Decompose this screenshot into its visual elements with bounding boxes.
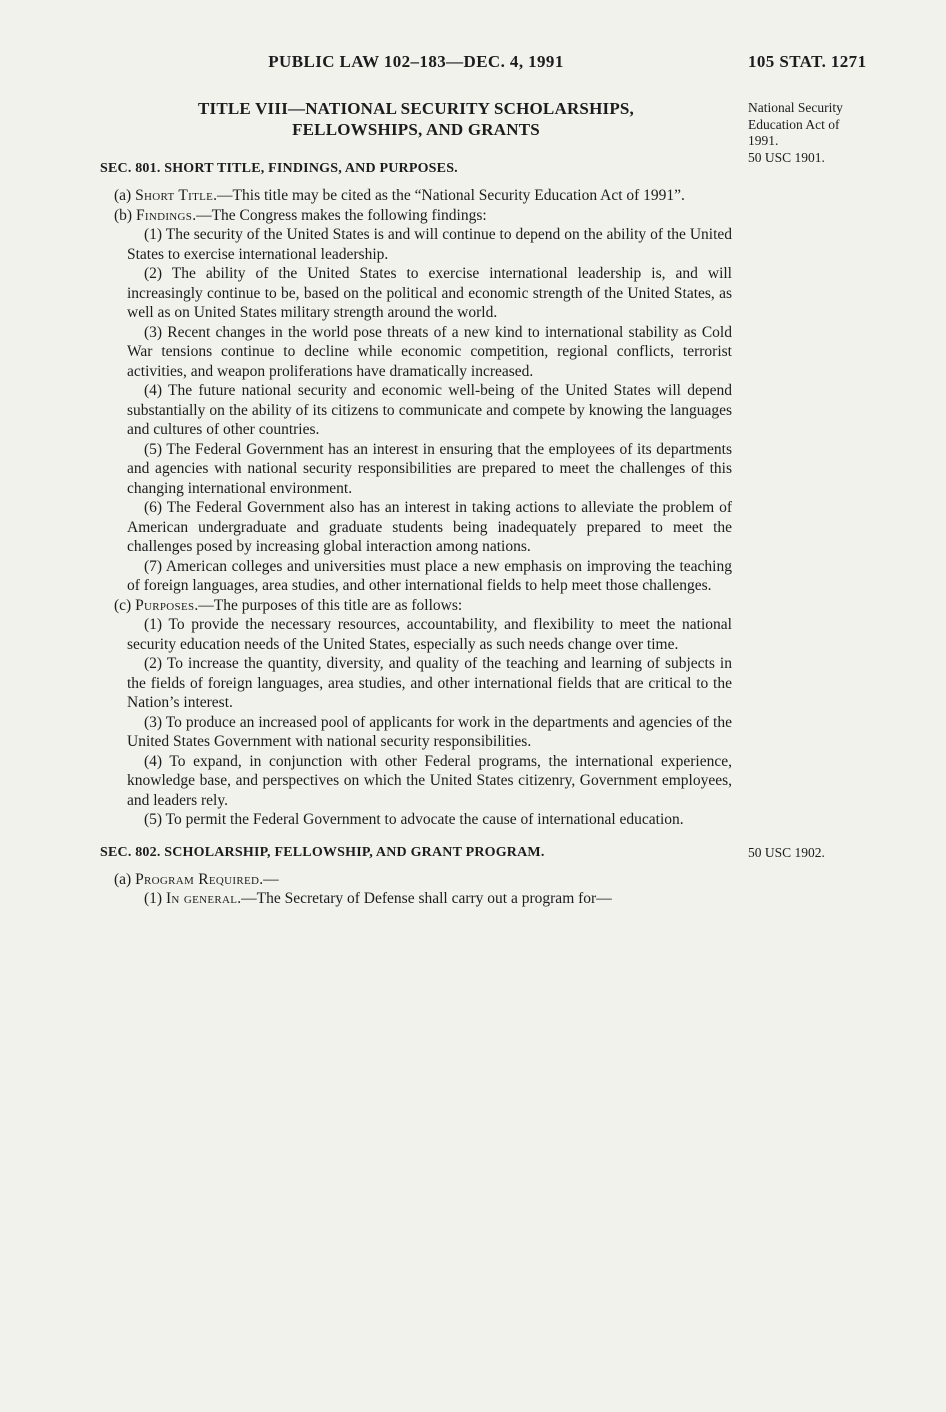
subsection-802a-text: .— [259, 870, 279, 888]
paragraph-802a1 [127, 889, 732, 909]
subsection-801a-prefix: (a) [114, 187, 136, 204]
title-section [100, 98, 843, 165]
paragraph-802a1-label: In general [165, 890, 238, 907]
subsection-801c-label: Purposes [135, 596, 195, 614]
finding-4: (4) The future national security and economic well-being of the United States will depend substantially on the ability of its citizens to communicate and compete by knowing the languages and cultures of other countries. [127, 382, 732, 438]
main-text-column [100, 98, 843, 909]
stat-page-number: 105 STAT. 1271 [748, 52, 867, 71]
sec-802-heading-text: SEC. 802. SCHOLARSHIP, FELLOWSHIP, AND GRANT PROGRAM. [100, 844, 545, 860]
finding-2: (2) The ability of the United States to exercise international leadership is, and will increasingly continue to be, based on the political and economic strength of the United States, as well as on United States military strength around the world. [127, 265, 732, 321]
running-head-law: PUBLIC LAW 102–183—DEC. 4, 1991 [268, 52, 564, 71]
subsection-801b-label: Findings [135, 206, 193, 224]
title-viii-heading [100, 98, 732, 140]
subsection-801a-text: .—This title may be cited as the “National Security Education Act of 1991”. [213, 187, 685, 204]
subsection-802a-prefix: (a) [114, 870, 136, 888]
subsection-801b-prefix: (b) [114, 206, 136, 224]
margin-note-act [748, 100, 860, 166]
subsection-802a [100, 870, 732, 890]
purpose-3: (3) To produce an increased pool of applicants for work in the departments and agencies of the United States Government with national security responsibilities. [127, 713, 732, 750]
subsection-801a [100, 186, 732, 206]
purpose-1: (1) To provide the necessary resources, accountability, and flexibility to meet the national security education needs of the United States, especially as such needs change over time. [127, 616, 732, 653]
finding-3: (3) Recent changes in the world pose threats of a new kind to international stability as Cold War tensions continue to decline while economic competition, regional conflicts, terrorist activities, and weapon proliferations have dramatically increased. [127, 323, 732, 380]
finding-6: (6) The Federal Government also has an interest in taking actions to alleviate the problem of American undergraduate and graduate students being inadequately prepared to meet the challenges posed by increasing global interaction among nations. [127, 499, 732, 555]
finding-5: (5) The Federal Government has an interest in ensuring that the employees of its departments and agencies with national security responsibilities are prepared to meet the challenges of this changing international environment. [127, 440, 732, 497]
title-line-1: TITLE VIII—NATIONAL SECURITY SCHOLARSHIPS, [197, 99, 635, 118]
finding-1: (1) The security of the United States is and will continue to depend on the ability of the United States to exercise international leadership. [127, 226, 732, 263]
subsection-802a-label: Program Required [135, 870, 260, 888]
purpose-5: (5) To permit the Federal Government to advocate the cause of international education. [144, 811, 684, 828]
subsection-801b [100, 206, 732, 226]
sec-802-heading [100, 844, 825, 862]
paragraph-802a1-text: .—The Secretary of Defense shall carry out a program for— [237, 890, 612, 907]
sec-801-heading: SEC. 801. SHORT TITLE, FINDINGS, AND PURPOSES. [100, 161, 458, 176]
margin-note-usc-1902: 50 USC 1902. [748, 844, 825, 860]
margin-note-usc-1901: 50 USC 1901. [748, 149, 825, 165]
subsection-801c [100, 596, 732, 616]
subsection-801a-label: Short Title [135, 187, 214, 204]
page-header [100, 52, 867, 72]
finding-7: (7) American colleges and universities must place a new emphasis on improving the teaching of foreign languages, area studies, and other international fields to help meet those challenges. [127, 557, 732, 594]
paragraph-802a1-prefix: (1) [144, 890, 166, 907]
subsection-801c-prefix: (c) [114, 596, 136, 614]
subsection-801b-text: .—The Congress makes the following findings: [192, 206, 487, 224]
title-line-2: FELLOWSHIPS, AND GRANTS [292, 120, 540, 139]
purpose-2: (2) To increase the quantity, diversity, and quality of the teaching and learning of subjects in the fields of foreign languages, area studies, and other international fields that are critical to the Nation’s interest. [127, 655, 732, 711]
purpose-4: (4) To expand, in conjunction with other Federal programs, the international experience, knowledge base, and perspectives on which the United States citizenry, Government employees, and leaders rely. [127, 752, 732, 809]
margin-note-act-text: National Security Education Act of 1991. [748, 100, 843, 148]
subsection-801c-text: .—The purposes of this title are as follows: [194, 596, 463, 614]
